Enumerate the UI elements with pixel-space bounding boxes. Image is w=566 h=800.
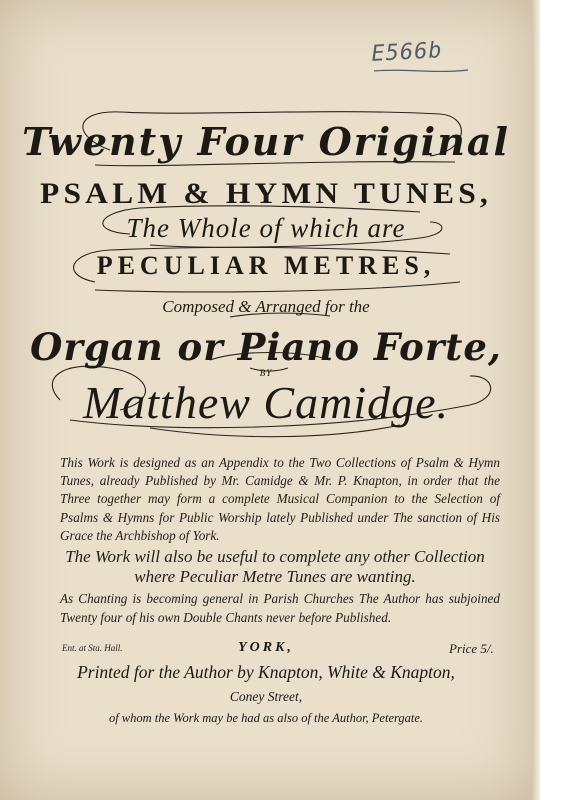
description-paragraph-2: The Work will also be useful to complete any other Collection where Peculiar Metre Tunes are wanting. [65, 547, 485, 586]
title-line-3: The Whole of which are [126, 213, 406, 243]
title-line-1: Twenty Four Original [22, 119, 510, 164]
title-line-2: PSALM & HYMN TUNES, [40, 177, 492, 210]
price-label: Price 5/. [449, 641, 494, 656]
shelfmark-underline-icon [372, 67, 472, 75]
description-paragraph-1: This Work is designed as an Appendix to the Two Collections of Psalm & Hymn Tunes, already Published by Mr. Camidge & Mr. P. Knapton, in order that the Three together may form a complete Musical Companion to the Selection of Psalms & Hymns for Public Worship lately Published under The sanction of His Grace the Archbishop of York. [60, 455, 500, 543]
availability-line: of whom the Work may be had as also of the Author, Petergate. [108, 711, 424, 725]
by-label: BY [259, 368, 273, 378]
shelfmark-label: E566b [370, 38, 444, 67]
title-line-6: Organ or Piano Forte, [30, 325, 502, 369]
imprint-place: YORK, [238, 640, 294, 655]
entered-stationers-hall: Ent. at Sta. Hall. [62, 643, 123, 653]
page-edge [532, 0, 540, 800]
printer-line: Printed for the Author by Knapton, White & Knapton, [77, 662, 455, 682]
author-name: Matthew Camidge. [82, 377, 450, 428]
street-line: Coney Street, [229, 689, 303, 704]
title-line-5: Composed & Arranged for the [162, 297, 370, 316]
title-line-4: PECULIAR METRES, [96, 251, 436, 280]
description-paragraph-3: As Chanting is becoming general in Parish Churches The Author has subjoined Twenty four of his own Double Chants never before Published. [60, 591, 500, 625]
